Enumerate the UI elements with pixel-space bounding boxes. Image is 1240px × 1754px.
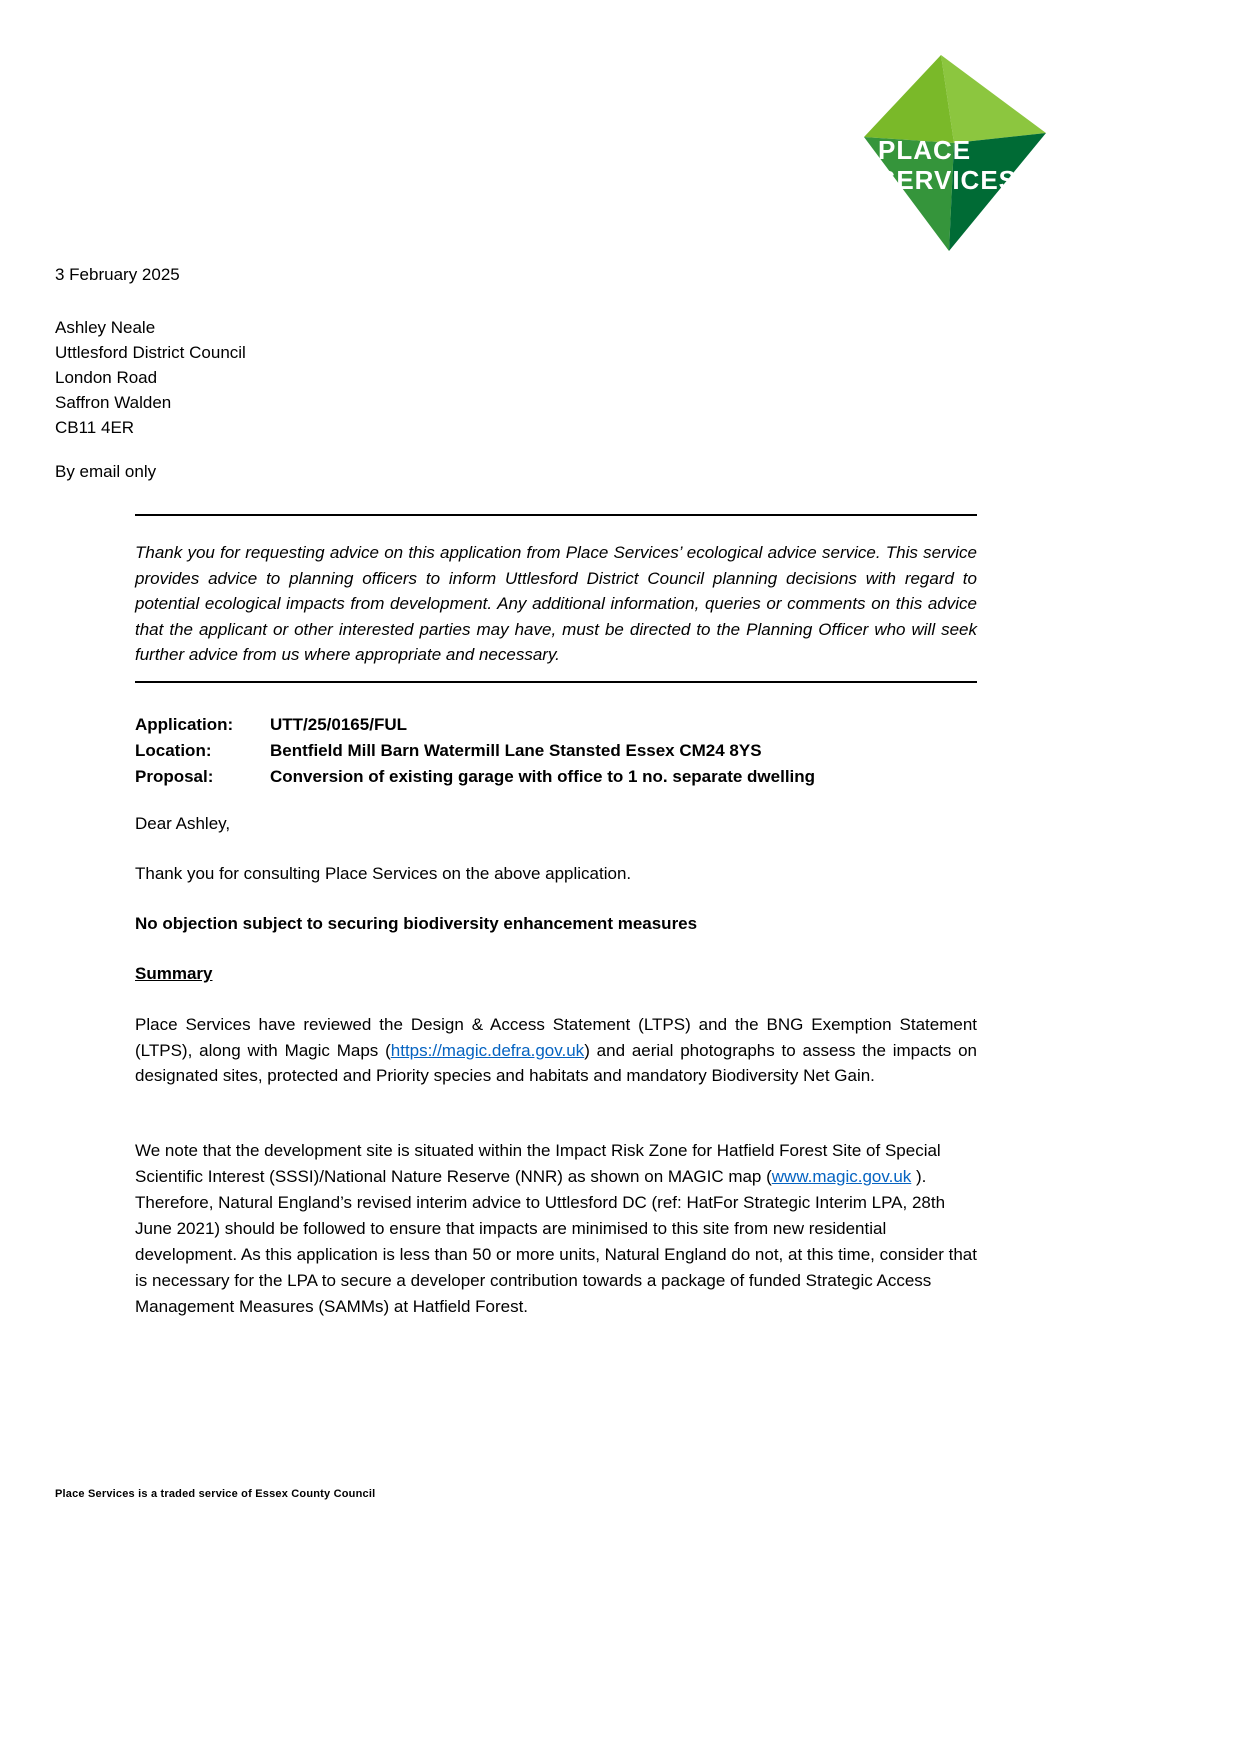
- logo-facet-top-right: [941, 55, 1046, 143]
- summary-paragraph-2: [135, 1138, 977, 1320]
- location-value: Bentfield Mill Barn Watermill Lane Stansted Essex CM24 8YS: [270, 741, 762, 760]
- location-label: Location:: [135, 741, 212, 760]
- proposal-value: Conversion of existing garage with office to 1 no. separate dwelling: [270, 767, 816, 786]
- recipient-postcode: CB11 4ER: [55, 418, 135, 437]
- proposal-row: [135, 764, 977, 790]
- recipient-street: London Road: [55, 368, 158, 387]
- recipient-address-block: [55, 315, 246, 440]
- recipient-name: Ashley Neale: [55, 318, 156, 337]
- summary-paragraph-2-text-before: We note that the development site is situated within the Impact Risk Zone for Hatfield Forest Site of Special Scientific Interest (SSSI)/National Nature Reserve (NNR) as shown on MAGIC map (: [135, 1141, 941, 1186]
- application-row: [135, 712, 977, 738]
- application-label: Application:: [135, 715, 234, 734]
- divider-bottom: [135, 681, 977, 683]
- summary-paragraph-2-text-after: ). Therefore, Natural England’s revised interim advice to Uttlesford DC (ref: HatFor Strategic Interim LPA, 28th June 2021) should be followed to ensure that impacts are minimised to this site from new residential development. As this application is less than 50 or more units, Natural England do not, at this time, consider that is necessary for the LPA to secure a developer contribution towards a package of funded Strategic Access Management Measures (SAMMs) at Hatfield Forest.: [135, 1167, 977, 1316]
- summary-paragraph-1: [135, 1012, 977, 1089]
- recommendation-heading: No objection subject to securing biodiversity enhancement measures: [135, 914, 698, 933]
- divider-top: [135, 514, 977, 516]
- recipient-org: Uttlesford District Council: [55, 343, 246, 362]
- logo-text-line1: PLACE: [878, 135, 972, 165]
- application-value: UTT/25/0165/FUL: [270, 715, 407, 734]
- application-details: [135, 712, 977, 790]
- logo-facet-top-left: [864, 55, 954, 143]
- magic-gov-link[interactable]: www.magic.gov.uk: [771, 1167, 912, 1186]
- recipient-town: Saffron Walden: [55, 393, 172, 412]
- delivery-method: By email only: [55, 462, 157, 481]
- salutation: Dear Ashley,: [135, 814, 231, 833]
- place-services-logo: [864, 55, 1048, 253]
- magic-defra-link[interactable]: https://magic.defra.gov.uk: [390, 1040, 585, 1060]
- summary-paragraph-1-text-after: ) and aerial photographs to assess the impacts on designated sites, protected and Priority species and habitats and mandatory Biodiversity Net Gain.: [135, 1040, 978, 1085]
- service-preamble: Thank you for requesting advice on this application from Place Services’ ecological advice service. This service provides advice to planning officers to inform Uttlesford District Council planning decisions with regard to potential ecological impacts from development. Any additional information, queries or comments on this advice that the applicant or other interested parties may have, must be directed to the Planning Officer who will seek further advice from us where appropriate and necessary.: [135, 543, 977, 664]
- location-row: [135, 738, 977, 764]
- summary-paragraph-1-text-before: Place Services have reviewed the Design & Access Statement (LTPS) and the BNG Exemption Statement (LTPS), along with Magic Maps (: [135, 1015, 977, 1060]
- summary-heading: Summary: [135, 964, 213, 983]
- intro-paragraph: Thank you for consulting Place Services on the above application.: [135, 864, 632, 883]
- place-services-logo-icon: [864, 55, 1048, 253]
- footer-note: Place Services is a traded service of Essex County Council: [55, 1488, 376, 1500]
- letter-date: 3 February 2025: [55, 265, 180, 284]
- logo-text-line2: SERVICES: [878, 165, 1018, 195]
- proposal-label: Proposal:: [135, 767, 214, 786]
